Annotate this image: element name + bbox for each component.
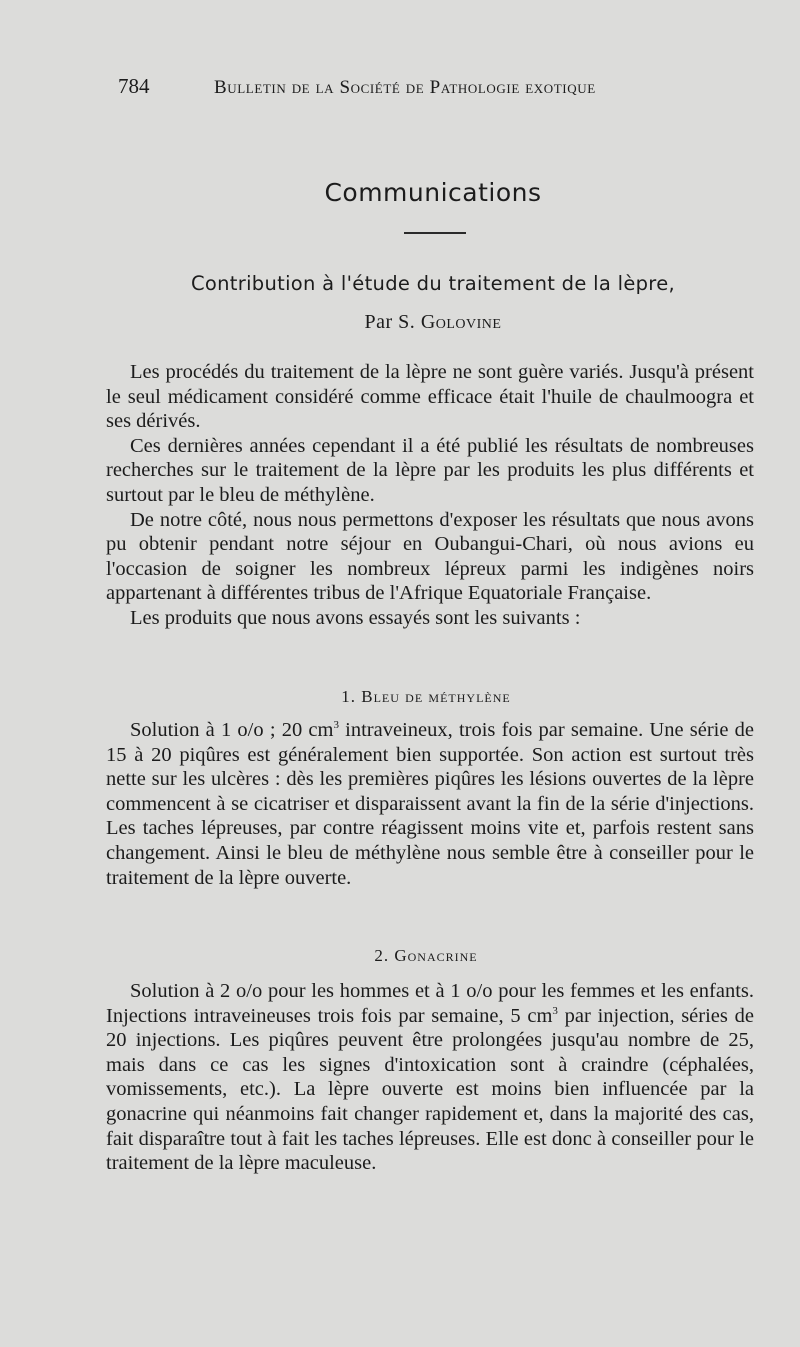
text-run: Solution à 2 o/o pour les hommes et à 1 o/o pour les femmes et les enfants. Injections intraveineuses trois fois par semaine, 5 cm (106, 980, 754, 1027)
subheading-gonacrine (0, 946, 800, 966)
section1-body (106, 718, 754, 890)
text-run: Solution à 1 o/o ; 20 cm (130, 719, 334, 741)
divider-rule (404, 232, 466, 234)
section-heading: Communications (324, 178, 542, 207)
subheading-number: 1. (341, 687, 356, 706)
section2-body (106, 979, 754, 1176)
article-author (0, 311, 800, 334)
superscript: 3 (552, 1004, 558, 1017)
author-prefix: Par S. (364, 311, 416, 333)
text-run: par injection, séries de 20 injections. Les piqûres peuvent être prolongées jusqu'au nombre de 25, mais dans ce cas les signes d'intoxication sont à craindre (céphalées, vomissements, etc.). La lèpre ouverte est moins bien influencée par la gonacrine qui néanmoins fait changer rapidement et, dans la majorité des cas, fait disparaître tout à fait les taches lépreuses. Elle est donc à conseiller pour le traitement de la lèpre maculeuse. (106, 1004, 754, 1175)
superscript: 3 (333, 719, 339, 732)
subheading-number: 2. (374, 946, 390, 965)
subheading-bleu-de-methylene (0, 687, 800, 707)
author-name: Golovine (420, 311, 502, 333)
paragraph (106, 979, 754, 1176)
paragraph: Les procédés du traitement de la lèpre ne sont guère variés. Jusqu'à présent le seul médicament considéré comme efficace était l'huile de chaulmoogra et ses dérivés. (106, 361, 754, 433)
subheading-label: Gonacrine (394, 946, 478, 965)
text-run: intraveineux, trois fois par semaine. Une série de 15 à 20 piqûres est généralement bien supportée. Son action est surtout très nette sur les ulcères : dès les premières piqûres les lésions ouvertes de la lèpre commencent à se cicatriser et disparaissent avant la fin de la série d'injections. Les taches lépreuses, par contre réagissent moins vite et, parfois restent sans changement. Ainsi le bleu de méthylène nous semble être à conseiller pour le traitement de la lèpre ouverte. (106, 719, 754, 889)
subheading-label: Bleu de méthylène (361, 687, 511, 706)
article-title: Contribution à l'étude du traitement de la lèpre, (191, 272, 675, 295)
running-title: Bulletin de la Société de Pathologie exotique (214, 77, 596, 98)
paragraph: Les produits que nous avons essayés sont les suivants : (130, 606, 581, 629)
paragraph: De notre côté, nous nous permettons d'exposer les résultats que nous avons pu obtenir pendant notre séjour en Oubangui-Chari, où nous avions eu l'occasion de soigner les nombreux lépreux parmi les indigènes noirs appartenant à différentes tribus de l'Afrique Equatoriale Française. (106, 508, 754, 605)
intro-paragraphs (106, 360, 754, 631)
page-number: 784 (118, 74, 150, 98)
paragraph: Ces dernières années cependant il a été publié les résultats de nombreuses recherches sur le traitement de la lèpre par les produits les plus différents et surtout par le bleu de méthylène. (106, 434, 754, 506)
paragraph (106, 718, 754, 890)
page-header (118, 74, 660, 99)
